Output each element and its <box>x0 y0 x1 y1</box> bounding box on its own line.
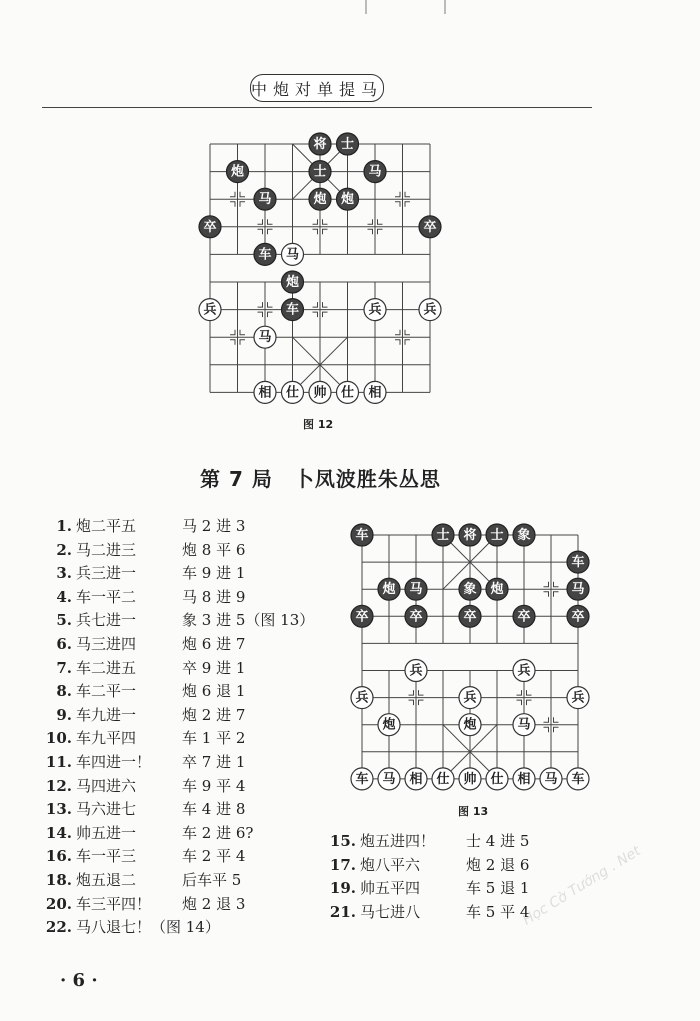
black-move: 车 9 进 1 <box>182 564 246 583</box>
piece-label: 马 <box>517 717 531 733</box>
piece-label: 兵 <box>517 663 531 679</box>
red-move: 车二进五 <box>76 658 137 677</box>
black-move: 炮 6 进 7 <box>182 635 246 653</box>
chess-piece <box>309 381 331 403</box>
red-move: 炮五进四！ <box>360 832 436 850</box>
move-row <box>44 704 245 725</box>
chess-piece <box>364 299 386 321</box>
piece-label: 车 <box>355 771 369 787</box>
piece-label: 炮 <box>285 275 300 290</box>
figure-13-caption: 图 13 <box>458 805 489 818</box>
chess-piece <box>309 161 331 183</box>
piece-label: 车 <box>355 528 369 543</box>
chess-piece <box>199 216 221 238</box>
chess-piece <box>486 768 508 790</box>
chess-piece <box>309 133 331 155</box>
piece-label: 帅 <box>463 771 477 787</box>
piece-label: 士 <box>436 528 450 543</box>
watermark: Học Cờ Tướng . Net <box>520 843 644 929</box>
move-row <box>44 657 245 678</box>
move-row <box>44 609 314 630</box>
move-number: 3. <box>56 564 72 583</box>
red-move: 马二进三 <box>76 540 137 559</box>
chess-piece <box>282 243 304 265</box>
chess-piece <box>364 161 386 183</box>
black-move: 车 9 平 4 <box>182 776 246 795</box>
chess-piece <box>486 578 508 600</box>
red-move: 马八退七！（图 14） <box>76 918 220 937</box>
red-move: 兵七进一 <box>76 611 137 630</box>
piece-label: 炮 <box>230 164 245 180</box>
move-number: 11. <box>45 753 72 771</box>
black-move: 车 5 平 4 <box>466 902 530 921</box>
move-row <box>44 562 245 583</box>
top-decoration-line <box>365 0 367 14</box>
black-move: 象 3 进 5（图 13） <box>182 611 315 630</box>
piece-label: 炮 <box>340 192 355 208</box>
piece-label: 相 <box>258 385 272 401</box>
piece-label: 相 <box>409 771 423 787</box>
chess-piece <box>254 326 276 348</box>
red-move: 炮五退二 <box>76 871 137 889</box>
chess-piece <box>227 161 249 183</box>
piece-label: 仕 <box>436 771 450 787</box>
black-move: 炮 8 平 6 <box>182 540 246 559</box>
move-row <box>44 727 245 748</box>
chess-piece <box>459 687 481 709</box>
piece-label: 卒 <box>517 609 531 625</box>
piece-label: 车 <box>571 555 585 571</box>
chess-piece <box>459 768 481 790</box>
piece-label: 马 <box>368 164 382 180</box>
black-move: 卒 9 进 1 <box>182 658 246 677</box>
chess-piece <box>567 687 589 709</box>
red-move: 车九平四 <box>76 729 137 748</box>
chess-piece <box>459 578 481 600</box>
chess-piece <box>199 299 221 321</box>
chess-piece <box>254 188 276 210</box>
figure-12-caption: 图 12 <box>303 418 334 431</box>
black-move: 马 2 进 3 <box>182 517 246 535</box>
black-move: 卒 7 进 1 <box>182 753 246 771</box>
chess-piece <box>405 605 427 627</box>
header-rule <box>42 107 592 108</box>
move-row <box>328 877 529 898</box>
black-move: 车 5 退 1 <box>466 879 530 898</box>
piece-label: 车 <box>258 247 272 263</box>
move-row <box>44 751 245 772</box>
piece-label: 炮 <box>490 582 504 598</box>
piece-label: 兵 <box>571 690 585 706</box>
piece-label: 车 <box>571 771 585 787</box>
move-row <box>328 830 529 851</box>
piece-label: 卒 <box>203 219 217 235</box>
game-title: 第 7 局 卜凤波胜朱丛思 <box>200 467 441 491</box>
black-move: 车 2 平 4 <box>182 847 246 866</box>
chess-piece <box>254 381 276 403</box>
chess-piece <box>378 714 400 736</box>
chess-board-figure-13 <box>335 518 600 798</box>
chess-piece <box>351 687 373 709</box>
red-move: 马四进六 <box>76 776 137 795</box>
chess-piece <box>351 768 373 790</box>
black-move: 马 8 进 9 <box>182 587 246 606</box>
chess-piece <box>567 768 589 790</box>
piece-label: 将 <box>463 528 477 543</box>
chess-piece <box>254 243 276 265</box>
red-move: 车一平三 <box>76 847 137 866</box>
chess-piece <box>459 524 481 546</box>
red-move: 帅五进一 <box>76 823 137 842</box>
chess-piece <box>432 768 454 790</box>
chess-piece <box>337 381 359 403</box>
black-move: 炮 2 退 6 <box>466 855 530 874</box>
move-row <box>44 822 253 843</box>
black-move: 车 1 平 2 <box>182 729 246 748</box>
chess-piece <box>309 188 331 210</box>
chess-piece <box>337 133 359 155</box>
move-number: 5. <box>56 611 72 630</box>
move-number: 20. <box>45 894 72 913</box>
piece-label: 卒 <box>423 219 437 235</box>
running-header: 中炮对单提马 <box>250 74 384 102</box>
red-move: 兵三进一 <box>76 564 137 583</box>
red-move: 车二平一 <box>76 682 137 701</box>
red-move: 马三进四 <box>76 635 137 653</box>
piece-label: 兵 <box>368 302 382 318</box>
piece-label: 马 <box>382 771 396 787</box>
move-number: 15. <box>329 832 356 850</box>
chess-piece <box>567 605 589 627</box>
move-row <box>44 798 245 819</box>
move-number: 4. <box>56 587 72 606</box>
move-row <box>328 901 529 922</box>
move-row <box>44 680 245 701</box>
black-move: 炮 6 退 1 <box>182 682 246 701</box>
piece-label: 象 <box>517 528 531 543</box>
chess-piece <box>459 714 481 736</box>
piece-label: 士 <box>490 528 504 543</box>
black-move: 炮 2 进 7 <box>182 705 246 724</box>
move-row <box>328 854 529 875</box>
chess-piece <box>567 578 589 600</box>
chess-piece <box>459 605 481 627</box>
red-move: 炮八平六 <box>360 855 421 874</box>
piece-label: 卒 <box>355 609 369 625</box>
move-number: 7. <box>56 658 72 677</box>
piece-label: 兵 <box>355 690 369 706</box>
chess-piece <box>513 660 535 682</box>
piece-label: 帅 <box>313 385 327 401</box>
piece-label: 车 <box>285 302 300 318</box>
piece-label: 兵 <box>409 663 423 679</box>
black-move: 车 2 进 6? <box>182 823 254 842</box>
move-row <box>44 515 245 536</box>
piece-label: 相 <box>517 771 531 787</box>
move-number: 9. <box>56 705 72 724</box>
red-move: 车九进一 <box>76 705 137 724</box>
black-move: 士 4 进 5 <box>466 832 530 850</box>
move-row <box>44 845 245 866</box>
piece-label: 卒 <box>463 609 477 625</box>
chess-piece <box>513 605 535 627</box>
piece-label: 兵 <box>423 302 437 318</box>
move-row <box>44 916 220 937</box>
chess-piece <box>540 768 562 790</box>
red-move: 车四进一！ <box>76 753 152 771</box>
piece-label: 仕 <box>490 771 504 787</box>
move-row <box>44 869 241 890</box>
chess-piece <box>405 768 427 790</box>
move-row <box>44 586 245 607</box>
move-number: 8. <box>56 682 72 701</box>
move-row <box>44 539 245 560</box>
piece-label: 兵 <box>203 302 217 318</box>
move-number: 13. <box>45 800 72 819</box>
piece-label: 象 <box>463 582 477 598</box>
red-move: 马六进七 <box>76 800 137 819</box>
chess-piece <box>513 714 535 736</box>
piece-label: 士 <box>340 137 355 152</box>
move-number: 17. <box>329 855 356 874</box>
black-move: 炮 2 退 3 <box>182 894 246 913</box>
move-number: 14. <box>45 823 72 842</box>
chess-piece <box>513 524 535 546</box>
chess-piece <box>282 271 304 293</box>
piece-label: 马 <box>285 247 300 263</box>
chess-piece <box>364 381 386 403</box>
chess-piece <box>282 299 304 321</box>
piece-label: 马 <box>571 582 585 598</box>
move-row <box>44 893 245 914</box>
move-number: 12. <box>45 776 72 795</box>
move-number: 6. <box>56 635 72 653</box>
red-move: 车一平二 <box>76 587 137 606</box>
black-move: 车 4 进 8 <box>182 800 246 819</box>
move-row <box>44 775 245 796</box>
piece-label: 将 <box>313 137 327 152</box>
chess-board-figure-12 <box>180 125 460 410</box>
chess-piece <box>351 524 373 546</box>
chess-piece <box>567 551 589 573</box>
red-move: 帅五平四 <box>360 879 421 898</box>
piece-label: 炮 <box>463 717 477 733</box>
piece-label: 仕 <box>285 385 300 401</box>
move-number: 21. <box>329 902 356 921</box>
top-decoration-line <box>444 0 446 14</box>
piece-label: 卒 <box>571 609 585 625</box>
move-number: 18. <box>45 871 72 889</box>
piece-label: 马 <box>544 771 558 787</box>
piece-label: 马 <box>258 330 272 346</box>
chess-piece <box>486 524 508 546</box>
chess-piece <box>282 381 304 403</box>
chess-piece <box>351 605 373 627</box>
chess-piece <box>337 188 359 210</box>
piece-label: 炮 <box>382 717 396 733</box>
piece-label: 仕 <box>340 385 355 401</box>
chess-piece <box>513 768 535 790</box>
red-move: 炮二平五 <box>76 517 137 535</box>
move-number: 16. <box>45 847 72 866</box>
red-move: 车三平四！ <box>76 894 152 913</box>
piece-label: 相 <box>368 385 382 401</box>
piece-label: 炮 <box>382 582 396 598</box>
move-number: 22. <box>45 918 72 937</box>
chess-piece <box>378 768 400 790</box>
piece-label: 炮 <box>313 192 327 208</box>
move-row <box>44 633 245 654</box>
piece-label: 马 <box>258 192 272 208</box>
chess-piece <box>405 578 427 600</box>
move-number: 10. <box>45 729 72 748</box>
piece-label: 马 <box>409 582 423 598</box>
piece-label: 士 <box>313 164 327 180</box>
piece-label: 兵 <box>463 690 477 706</box>
chess-piece <box>419 299 441 321</box>
chess-piece <box>405 660 427 682</box>
move-number: 2. <box>56 540 72 559</box>
chess-piece <box>419 216 441 238</box>
black-move: 后车平 5 <box>182 871 242 889</box>
chess-piece <box>378 578 400 600</box>
red-move: 马七进八 <box>360 902 421 921</box>
page-number: · 6 · <box>60 970 98 991</box>
move-number: 19. <box>329 879 356 898</box>
move-number: 1. <box>56 517 72 535</box>
piece-label: 卒 <box>409 609 423 625</box>
chess-piece <box>432 524 454 546</box>
board-grid <box>362 535 578 779</box>
